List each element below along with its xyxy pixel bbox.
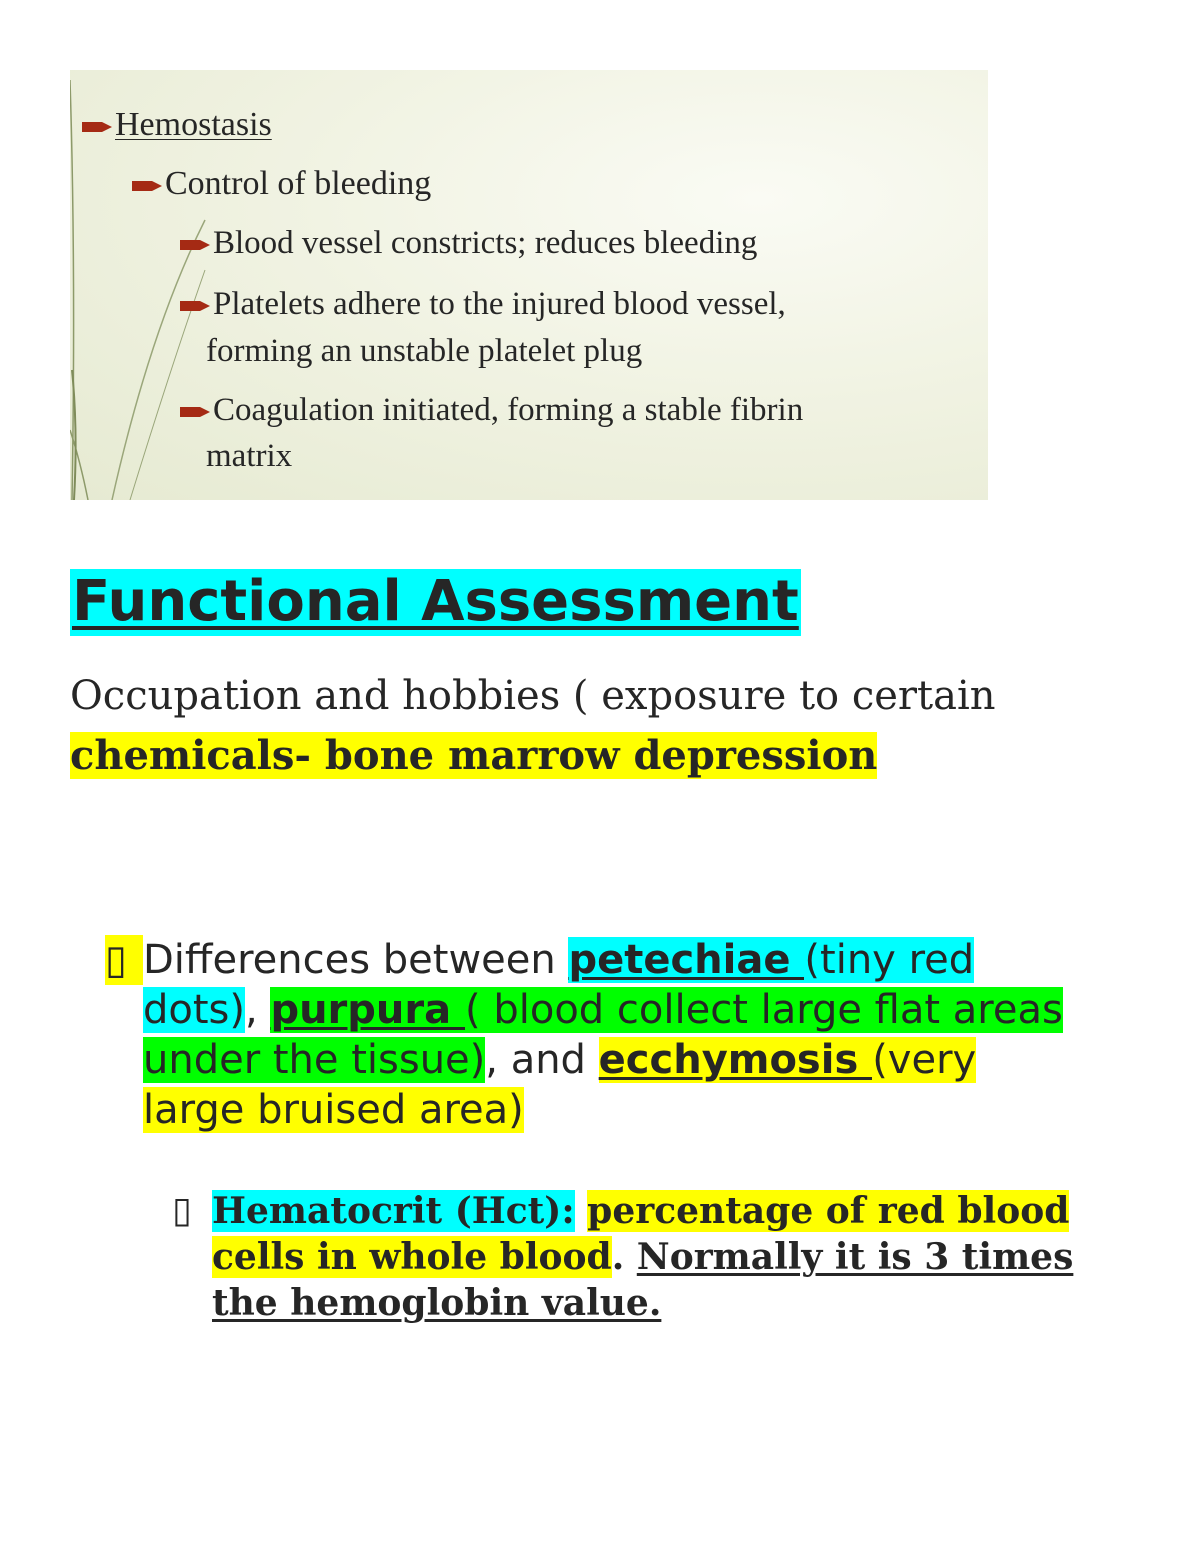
petechiae-desc: (tiny red dots): [143, 937, 975, 1033]
occupation-text: Occupation and hobbies ( exposure to certain: [70, 673, 996, 719]
occupation-paragraph: [70, 666, 1030, 786]
slide-item-control-bleeding: Control of bleeding: [132, 167, 431, 201]
arrow-bullet-icon: [132, 177, 162, 195]
slide-item-platelets-cont: forming an unstable platelet plug: [206, 333, 643, 369]
hematocrit-list-item: [172, 1188, 1132, 1326]
ecchymosis-desc: (very large bruised area): [143, 1037, 977, 1133]
ecchymosis-term: ecchymosis: [598, 1037, 873, 1083]
and-separator: , and: [485, 1037, 599, 1083]
bullet-marker: ▯: [105, 935, 143, 985]
comma-separator: ,: [245, 987, 271, 1033]
slide-item-coagulation: Coagulation initiated, forming a stable fibrin: [180, 394, 803, 427]
space: [575, 1190, 588, 1232]
arrow-bullet-icon: [82, 118, 112, 136]
slide-image: [70, 70, 988, 500]
slide-item-coagulation-cont: matrix: [206, 438, 293, 474]
petechiae-term: petechiae: [568, 937, 805, 983]
arrow-bullet-icon: [180, 236, 210, 254]
hematocrit-term: Hematocrit (Hct):: [212, 1190, 575, 1232]
arrow-bullet-icon: [180, 403, 210, 421]
slide-item-hemostasis: Hemostasis: [82, 108, 272, 142]
hematocrit-note: Normally it is 3 times the hemoglobin value.: [212, 1236, 1074, 1324]
bullet-marker: ▯: [172, 1190, 192, 1231]
slide-item-vessel-constricts: Blood vessel constricts; reduces bleeding: [180, 227, 757, 260]
hematocrit-definition: percentage of red blood cells in whole blood: [212, 1190, 1070, 1278]
slide-item-platelets: Platelets adhere to the injured blood vessel,: [180, 288, 786, 321]
differences-intro: Differences between: [143, 937, 569, 983]
page-title: Functional Assessment: [72, 569, 799, 634]
period: .: [611, 1236, 637, 1278]
differences-list-item: [105, 935, 1065, 1135]
purpura-term: purpura: [270, 987, 466, 1033]
purpura-desc: ( blood collect large flat areas under the tissue): [143, 987, 1063, 1083]
arrow-bullet-icon: [180, 297, 210, 315]
occupation-highlight: chemicals- bone marrow depression: [70, 732, 878, 779]
